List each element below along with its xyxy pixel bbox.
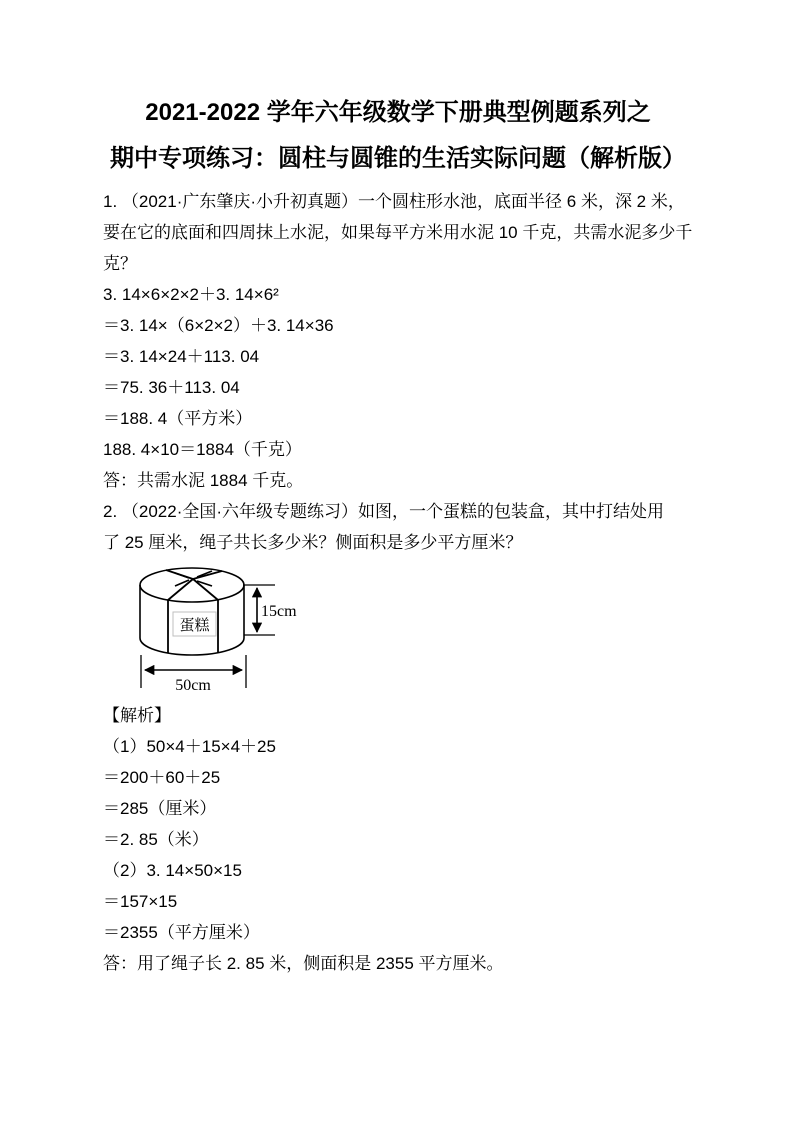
cake-label: 蛋糕 [179,617,210,634]
solution-line: ＝188. 4（平方米） [103,409,253,428]
solution-line: ＝2. 85（米） [103,830,209,849]
answer-line: 答：用了绳子长 2. 85 米，侧面积是 2355 平方厘米。 [103,954,504,973]
problem-2 [103,496,693,979]
title-line-2: 期中专项练习：圆柱与圆锥的生活实际问题（解析版） [110,145,686,172]
page-title [103,90,693,182]
analysis-header: 【解析】 [103,706,171,725]
question-line: 要在它的底面和四周抹上水泥，如果每平方米用水泥 10 千克，共需水泥多少千 [103,223,693,242]
question-line: 2. （2022·全国·六年级专题练习）如图，一个蛋糕的包装盒，其中打结处用 [103,502,665,521]
solution-line: ＝3. 14×（6×2×2）＋3. 14×36 [103,316,334,335]
cylinder-diagram [115,562,315,702]
question-line: 克？ [103,254,137,273]
answer-line: 答：共需水泥 1884 千克。 [103,471,304,490]
solution-line: ＝157×15 [103,892,178,911]
solution-line: 3. 14×6×2×2＋3. 14×6² [103,285,279,304]
height-dimension-arrow [243,585,297,635]
question-line: 了 25 厘米，绳子共长多少米？侧面积是多少平方厘米？ [103,533,523,552]
cake-box-figure [103,558,693,700]
problem-1 [103,186,693,496]
solution-line: ＝285（厘米） [103,799,217,818]
diameter-dimension-arrow [141,655,246,694]
solution-line: 188. 4×10＝1884（千克） [103,440,302,459]
solution-line: （2）3. 14×50×15 [103,861,242,880]
solution-line: ＝3. 14×24＋113. 04 [103,347,260,366]
solution-line: ＝2355（平方厘米） [103,923,260,942]
diameter-label: 50cm [175,677,211,694]
solution-line: （1）50×4＋15×4＋25 [103,737,276,756]
title-line-1: 2021-2022 学年六年级数学下册典型例题系列之 [145,99,651,126]
solution-line: ＝75. 36＋113. 04 [103,378,240,397]
solution-line: ＝200＋60＋25 [103,768,221,787]
question-line: 1. （2021·广东肇庆·小升初真题）一个圆柱形水池，底面半径 6 米，深 2 米， [103,192,685,211]
height-label: 15cm [261,603,297,620]
cake-label-box [173,612,216,636]
